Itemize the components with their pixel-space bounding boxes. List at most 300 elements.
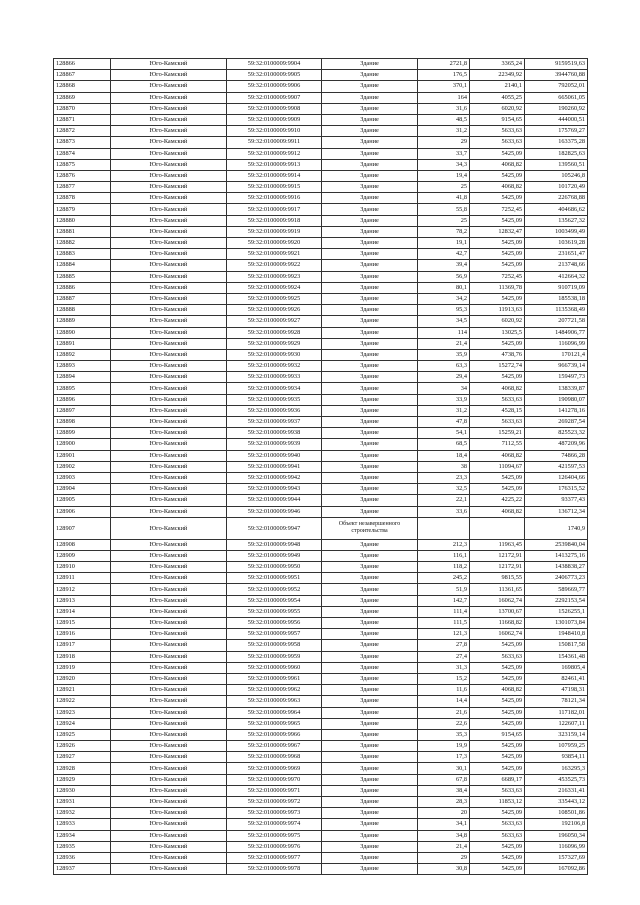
- cadastral-value-cell: 1484906,77: [525, 327, 588, 338]
- cadastral-number-cell: 59:32:0100009:9908: [227, 103, 322, 114]
- object-type-cell: Здание: [322, 707, 418, 718]
- area-cell: 21,4: [418, 841, 470, 852]
- cadastral-number-cell: 59:32:0100009:9951: [227, 573, 322, 584]
- row-number-cell: 128903: [54, 472, 111, 483]
- specific-value-cell: 4055,25: [470, 92, 525, 103]
- specific-value-cell: 5425,09: [470, 763, 525, 774]
- district-cell: Юго-Камский: [111, 696, 227, 707]
- table-row: [54, 59, 588, 70]
- row-number-cell: 128891: [54, 338, 111, 349]
- district-cell: Юго-Камский: [111, 193, 227, 204]
- row-number-cell: 128871: [54, 114, 111, 125]
- specific-value-cell: 5633,63: [470, 394, 525, 405]
- cadastral-value-cell: 9159519,63: [525, 59, 588, 70]
- row-number-cell: 128899: [54, 428, 111, 439]
- cadastral-value-cell: 116096,99: [525, 338, 588, 349]
- district-cell: Юго-Камский: [111, 517, 227, 539]
- area-cell: 47,8: [418, 417, 470, 428]
- district-cell: Юго-Камский: [111, 293, 227, 304]
- row-number-cell: 128925: [54, 729, 111, 740]
- row-number-cell: 128909: [54, 550, 111, 561]
- specific-value-cell: 5425,09: [470, 249, 525, 260]
- table-row: [54, 405, 588, 416]
- object-type-cell: Здание: [322, 215, 418, 226]
- district-cell: Юго-Камский: [111, 864, 227, 875]
- area-cell: 34,1: [418, 819, 470, 830]
- table-row: [54, 752, 588, 763]
- cadastral-number-cell: 59:32:0100009:9948: [227, 539, 322, 550]
- row-number-cell: 128894: [54, 372, 111, 383]
- cadastral-value-cell: 269287,54: [525, 417, 588, 428]
- specific-value-cell: [470, 517, 525, 539]
- cadastral-value-cell: 190260,92: [525, 103, 588, 114]
- cadastral-value-cell: 150817,58: [525, 640, 588, 651]
- area-cell: 55,8: [418, 204, 470, 215]
- cadastral-value-cell: 1301073,84: [525, 618, 588, 629]
- object-type-cell: Здание: [322, 685, 418, 696]
- specific-value-cell: 5425,09: [470, 841, 525, 852]
- object-type-cell: Здание: [322, 81, 418, 92]
- cadastral-number-cell: 59:32:0100009:9915: [227, 182, 322, 193]
- area-cell: 51,9: [418, 584, 470, 595]
- area-cell: 34,5: [418, 316, 470, 327]
- object-type-cell: Здание: [322, 59, 418, 70]
- district-cell: Юго-Камский: [111, 361, 227, 372]
- specific-value-cell: 5425,09: [470, 372, 525, 383]
- table-row: [54, 114, 588, 125]
- row-number-cell: 128921: [54, 685, 111, 696]
- row-number-cell: 128882: [54, 238, 111, 249]
- table-row: [54, 204, 588, 215]
- specific-value-cell: 11963,45: [470, 539, 525, 550]
- cadastral-number-cell: 59:32:0100009:9966: [227, 729, 322, 740]
- district-cell: Юго-Камский: [111, 550, 227, 561]
- cadastral-value-cell: 226768,88: [525, 193, 588, 204]
- object-type-cell: Здание: [322, 137, 418, 148]
- cadastral-value-cell: 444000,51: [525, 114, 588, 125]
- table-row: [54, 428, 588, 439]
- row-number-cell: 128914: [54, 606, 111, 617]
- area-cell: 142,7: [418, 595, 470, 606]
- object-type-cell: Здание: [322, 573, 418, 584]
- cadastral-number-cell: 59:32:0100009:9913: [227, 159, 322, 170]
- specific-value-cell: 15259,21: [470, 428, 525, 439]
- cadastral-value-cell: 139560,51: [525, 159, 588, 170]
- cadastral-number-cell: 59:32:0100009:9974: [227, 819, 322, 830]
- specific-value-cell: 11094,67: [470, 461, 525, 472]
- area-cell: 38,4: [418, 785, 470, 796]
- object-type-cell: Здание: [322, 316, 418, 327]
- cadastral-number-cell: 59:32:0100009:9921: [227, 249, 322, 260]
- object-type-cell: Здание: [322, 640, 418, 651]
- area-cell: 164: [418, 92, 470, 103]
- district-cell: Юго-Камский: [111, 808, 227, 819]
- specific-value-cell: 5425,09: [470, 696, 525, 707]
- table-row: [54, 137, 588, 148]
- cadastral-value-cell: 487209,96: [525, 439, 588, 450]
- cadastral-number-cell: 59:32:0100009:9969: [227, 763, 322, 774]
- table-row: [54, 159, 588, 170]
- cadastral-number-cell: 59:32:0100009:9952: [227, 584, 322, 595]
- table-row: [54, 148, 588, 159]
- district-cell: Юго-Камский: [111, 215, 227, 226]
- area-cell: 29,4: [418, 372, 470, 383]
- specific-value-cell: 11369,78: [470, 282, 525, 293]
- cadastral-number-cell: 59:32:0100009:9978: [227, 864, 322, 875]
- row-number-cell: 128885: [54, 271, 111, 282]
- district-cell: Юго-Камский: [111, 114, 227, 125]
- table-row: [54, 305, 588, 316]
- area-cell: 35,3: [418, 729, 470, 740]
- table-body: [54, 59, 588, 875]
- table-row: [54, 584, 588, 595]
- table-row: [54, 316, 588, 327]
- cadastral-value-cell: 1740,9: [525, 517, 588, 539]
- cadastral-number-cell: 59:32:0100009:9944: [227, 495, 322, 506]
- specific-value-cell: 5633,63: [470, 126, 525, 137]
- area-cell: 116,1: [418, 550, 470, 561]
- cadastral-value-cell: 135627,32: [525, 215, 588, 226]
- cadastral-number-cell: 59:32:0100009:9949: [227, 550, 322, 561]
- row-number-cell: 128915: [54, 618, 111, 629]
- cadastral-value-cell: 136712,34: [525, 506, 588, 517]
- object-type-cell: Здание: [322, 797, 418, 808]
- specific-value-cell: 16062,74: [470, 629, 525, 640]
- row-number-cell: 128910: [54, 562, 111, 573]
- cadastral-value-cell: 182825,63: [525, 148, 588, 159]
- row-number-cell: 128873: [54, 137, 111, 148]
- area-cell: 19,1: [418, 238, 470, 249]
- area-cell: 114: [418, 327, 470, 338]
- cadastral-number-cell: 59:32:0100009:9962: [227, 685, 322, 696]
- area-cell: 111,5: [418, 618, 470, 629]
- table-row: [54, 170, 588, 181]
- table-row: [54, 484, 588, 495]
- area-cell: 11,6: [418, 685, 470, 696]
- row-number-cell: 128900: [54, 439, 111, 450]
- cadastral-number-cell: 59:32:0100009:9965: [227, 718, 322, 729]
- specific-value-cell: 4068,82: [470, 506, 525, 517]
- cadastral-value-cell: 108501,86: [525, 808, 588, 819]
- cadastral-number-cell: 59:32:0100009:9910: [227, 126, 322, 137]
- area-cell: 38: [418, 461, 470, 472]
- row-number-cell: 128936: [54, 852, 111, 863]
- district-cell: Юго-Камский: [111, 539, 227, 550]
- cadastral-value-cell: 169805,4: [525, 662, 588, 673]
- object-type-cell: Здание: [322, 372, 418, 383]
- row-number-cell: 128905: [54, 495, 111, 506]
- district-cell: Юго-Камский: [111, 249, 227, 260]
- cadastral-value-cell: 2406773,23: [525, 573, 588, 584]
- district-cell: Юго-Камский: [111, 439, 227, 450]
- cadastral-number-cell: 59:32:0100009:9963: [227, 696, 322, 707]
- area-cell: 29: [418, 137, 470, 148]
- row-number-cell: 128932: [54, 808, 111, 819]
- cadastral-value-cell: 74866,28: [525, 450, 588, 461]
- object-type-cell: Здание: [322, 662, 418, 673]
- area-cell: 31,2: [418, 126, 470, 137]
- district-cell: Юго-Камский: [111, 573, 227, 584]
- row-number-cell: 128874: [54, 148, 111, 159]
- table-row: [54, 662, 588, 673]
- cadastral-number-cell: 59:32:0100009:9923: [227, 271, 322, 282]
- cadastral-number-cell: 59:32:0100009:9904: [227, 59, 322, 70]
- area-cell: 34,3: [418, 159, 470, 170]
- object-type-cell: Здание: [322, 361, 418, 372]
- cadastral-number-cell: 59:32:0100009:9958: [227, 640, 322, 651]
- cadastral-value-cell: 1003499,49: [525, 226, 588, 237]
- cadastral-number-cell: 59:32:0100009:9920: [227, 238, 322, 249]
- cadastral-value-cell: 216331,41: [525, 785, 588, 796]
- district-cell: Юго-Камский: [111, 226, 227, 237]
- specific-value-cell: 4068,82: [470, 383, 525, 394]
- table-row: [54, 785, 588, 796]
- cadastral-value-cell: 192106,8: [525, 819, 588, 830]
- cadastral-number-cell: 59:32:0100009:9960: [227, 662, 322, 673]
- district-cell: Юго-Камский: [111, 170, 227, 181]
- table-row: [54, 651, 588, 662]
- table-row: [54, 763, 588, 774]
- area-cell: 33,9: [418, 394, 470, 405]
- cadastral-number-cell: 59:32:0100009:9926: [227, 305, 322, 316]
- specific-value-cell: 5633,63: [470, 651, 525, 662]
- table-row: [54, 841, 588, 852]
- area-cell: 67,8: [418, 774, 470, 785]
- row-number-cell: 128907: [54, 517, 111, 539]
- district-cell: Юго-Камский: [111, 238, 227, 249]
- area-cell: 15,2: [418, 673, 470, 684]
- object-type-cell: Здание: [322, 293, 418, 304]
- specific-value-cell: 5425,09: [470, 640, 525, 651]
- table-row: [54, 595, 588, 606]
- table-row: [54, 685, 588, 696]
- cadastral-value-cell: 966739,14: [525, 361, 588, 372]
- district-cell: Юго-Камский: [111, 59, 227, 70]
- cadastral-value-cell: 170121,4: [525, 349, 588, 360]
- row-number-cell: 128916: [54, 629, 111, 640]
- district-cell: Юго-Камский: [111, 852, 227, 863]
- row-number-cell: 128886: [54, 282, 111, 293]
- table-row: [54, 372, 588, 383]
- cadastral-value-cell: 126404,66: [525, 472, 588, 483]
- table-row: [54, 573, 588, 584]
- cadastral-value-cell: 78121,34: [525, 696, 588, 707]
- cadastral-value-cell: 1135368,49: [525, 305, 588, 316]
- row-number-cell: 128904: [54, 484, 111, 495]
- object-type-cell: Здание: [322, 495, 418, 506]
- object-type-cell: Здание: [322, 305, 418, 316]
- cadastral-value-cell: 176315,52: [525, 484, 588, 495]
- specific-value-cell: 9815,55: [470, 573, 525, 584]
- row-number-cell: 128913: [54, 595, 111, 606]
- area-cell: 30,1: [418, 763, 470, 774]
- cadastral-value-cell: 1438838,27: [525, 562, 588, 573]
- cadastral-value-cell: 190980,07: [525, 394, 588, 405]
- row-number-cell: 128927: [54, 752, 111, 763]
- area-cell: 95,3: [418, 305, 470, 316]
- district-cell: Юго-Камский: [111, 718, 227, 729]
- cadastral-number-cell: 59:32:0100009:9916: [227, 193, 322, 204]
- cadastral-value-cell: 196050,34: [525, 830, 588, 841]
- cadastral-number-cell: 59:32:0100009:9938: [227, 428, 322, 439]
- cadastral-number-cell: 59:32:0100009:9927: [227, 316, 322, 327]
- row-number-cell: 128876: [54, 170, 111, 181]
- row-number-cell: 128866: [54, 59, 111, 70]
- area-cell: 29: [418, 852, 470, 863]
- area-cell: 118,2: [418, 562, 470, 573]
- row-number-cell: 128922: [54, 696, 111, 707]
- row-number-cell: 128867: [54, 70, 111, 81]
- object-type-cell: Здание: [322, 774, 418, 785]
- cadastral-number-cell: 59:32:0100009:9972: [227, 797, 322, 808]
- area-cell: 34,8: [418, 830, 470, 841]
- specific-value-cell: 11853,12: [470, 797, 525, 808]
- district-cell: Юго-Камский: [111, 450, 227, 461]
- table-row: [54, 673, 588, 684]
- area-cell: 176,5: [418, 70, 470, 81]
- area-cell: 31,3: [418, 662, 470, 673]
- area-cell: 111,4: [418, 606, 470, 617]
- object-type-cell: Здание: [322, 70, 418, 81]
- object-type-cell: Здание: [322, 696, 418, 707]
- specific-value-cell: 5633,63: [470, 417, 525, 428]
- area-cell: 20: [418, 808, 470, 819]
- specific-value-cell: 5633,63: [470, 819, 525, 830]
- cadastral-number-cell: 59:32:0100009:9932: [227, 361, 322, 372]
- district-cell: Юго-Камский: [111, 81, 227, 92]
- specific-value-cell: 6689,17: [470, 774, 525, 785]
- table-row: [54, 394, 588, 405]
- object-type-cell: Здание: [322, 562, 418, 573]
- specific-value-cell: 15272,74: [470, 361, 525, 372]
- cadastral-value-cell: 323159,14: [525, 729, 588, 740]
- cadastral-value-cell: 404686,62: [525, 204, 588, 215]
- table-row: [54, 271, 588, 282]
- cadastral-number-cell: 59:32:0100009:9971: [227, 785, 322, 796]
- area-cell: 54,1: [418, 428, 470, 439]
- cadastral-value-table: [53, 58, 588, 875]
- specific-value-cell: 11361,65: [470, 584, 525, 595]
- district-cell: Юго-Камский: [111, 103, 227, 114]
- cadastral-value-cell: 2539840,04: [525, 539, 588, 550]
- object-type-cell: Здание: [322, 383, 418, 394]
- object-type-cell: Здание: [322, 428, 418, 439]
- table-row: [54, 81, 588, 92]
- district-cell: Юго-Камский: [111, 126, 227, 137]
- table-row: [54, 193, 588, 204]
- object-type-cell: Здание: [322, 673, 418, 684]
- district-cell: Юго-Камский: [111, 349, 227, 360]
- cadastral-value-cell: 1413275,16: [525, 550, 588, 561]
- district-cell: Юго-Камский: [111, 271, 227, 282]
- table-row: [54, 629, 588, 640]
- district-cell: Юго-Камский: [111, 506, 227, 517]
- cadastral-number-cell: 59:32:0100009:9936: [227, 405, 322, 416]
- cadastral-value-cell: 412664,32: [525, 271, 588, 282]
- object-type-cell: Здание: [322, 852, 418, 863]
- specific-value-cell: 7252,45: [470, 204, 525, 215]
- specific-value-cell: 5425,09: [470, 238, 525, 249]
- object-type-cell: Здание: [322, 226, 418, 237]
- district-cell: Юго-Камский: [111, 70, 227, 81]
- cadastral-value-cell: 207721,58: [525, 316, 588, 327]
- cadastral-number-cell: 59:32:0100009:9918: [227, 215, 322, 226]
- cadastral-number-cell: 59:32:0100009:9925: [227, 293, 322, 304]
- cadastral-value-cell: 589669,77: [525, 584, 588, 595]
- cadastral-number-cell: 59:32:0100009:9946: [227, 506, 322, 517]
- cadastral-number-cell: 59:32:0100009:9907: [227, 92, 322, 103]
- object-type-cell: Здание: [322, 752, 418, 763]
- object-type-cell: Здание: [322, 260, 418, 271]
- area-cell: 27,4: [418, 651, 470, 662]
- district-cell: Юго-Камский: [111, 606, 227, 617]
- area-cell: 370,1: [418, 81, 470, 92]
- cadastral-value-cell: 47198,31: [525, 685, 588, 696]
- cadastral-number-cell: 59:32:0100009:9911: [227, 137, 322, 148]
- object-type-cell: Здание: [322, 159, 418, 170]
- cadastral-value-cell: 101720,49: [525, 182, 588, 193]
- row-number-cell: 128881: [54, 226, 111, 237]
- object-type-cell: Здание: [322, 864, 418, 875]
- cadastral-number-cell: 59:32:0100009:9967: [227, 741, 322, 752]
- table-row: [54, 741, 588, 752]
- cadastral-number-cell: 59:32:0100009:9942: [227, 472, 322, 483]
- cadastral-number-cell: 59:32:0100009:9940: [227, 450, 322, 461]
- row-number-cell: 128895: [54, 383, 111, 394]
- row-number-cell: 128870: [54, 103, 111, 114]
- object-type-cell: Здание: [322, 349, 418, 360]
- table-row: [54, 517, 588, 539]
- row-number-cell: 128929: [54, 774, 111, 785]
- district-cell: Юго-Камский: [111, 841, 227, 852]
- area-cell: [418, 517, 470, 539]
- row-number-cell: 128935: [54, 841, 111, 852]
- row-number-cell: 128898: [54, 417, 111, 428]
- cadastral-number-cell: 59:32:0100009:9943: [227, 484, 322, 495]
- district-cell: Юго-Камский: [111, 819, 227, 830]
- table-row: [54, 215, 588, 226]
- table-row: [54, 696, 588, 707]
- specific-value-cell: 4068,82: [470, 450, 525, 461]
- table-row: [54, 729, 588, 740]
- cadastral-value-cell: 665061,05: [525, 92, 588, 103]
- cadastral-value-cell: 453525,73: [525, 774, 588, 785]
- row-number-cell: 128930: [54, 785, 111, 796]
- specific-value-cell: 5633,63: [470, 137, 525, 148]
- row-number-cell: 128918: [54, 651, 111, 662]
- district-cell: Юго-Камский: [111, 182, 227, 193]
- district-cell: Юго-Камский: [111, 372, 227, 383]
- area-cell: 17,3: [418, 752, 470, 763]
- object-type-cell: Здание: [322, 114, 418, 125]
- row-number-cell: 128869: [54, 92, 111, 103]
- specific-value-cell: 9154,65: [470, 114, 525, 125]
- cadastral-number-cell: 59:32:0100009:9906: [227, 81, 322, 92]
- area-cell: 78,2: [418, 226, 470, 237]
- table-row: [54, 92, 588, 103]
- specific-value-cell: 5425,09: [470, 170, 525, 181]
- table-row: [54, 808, 588, 819]
- object-type-cell: Здание: [322, 595, 418, 606]
- specific-value-cell: 5425,09: [470, 707, 525, 718]
- cadastral-value-cell: 1526255,1: [525, 606, 588, 617]
- cadastral-value-cell: 105246,8: [525, 170, 588, 181]
- specific-value-cell: 5425,09: [470, 260, 525, 271]
- object-type-cell: Здание: [322, 405, 418, 416]
- area-cell: 121,3: [418, 629, 470, 640]
- cadastral-value-cell: 93377,43: [525, 495, 588, 506]
- district-cell: Юго-Камский: [111, 785, 227, 796]
